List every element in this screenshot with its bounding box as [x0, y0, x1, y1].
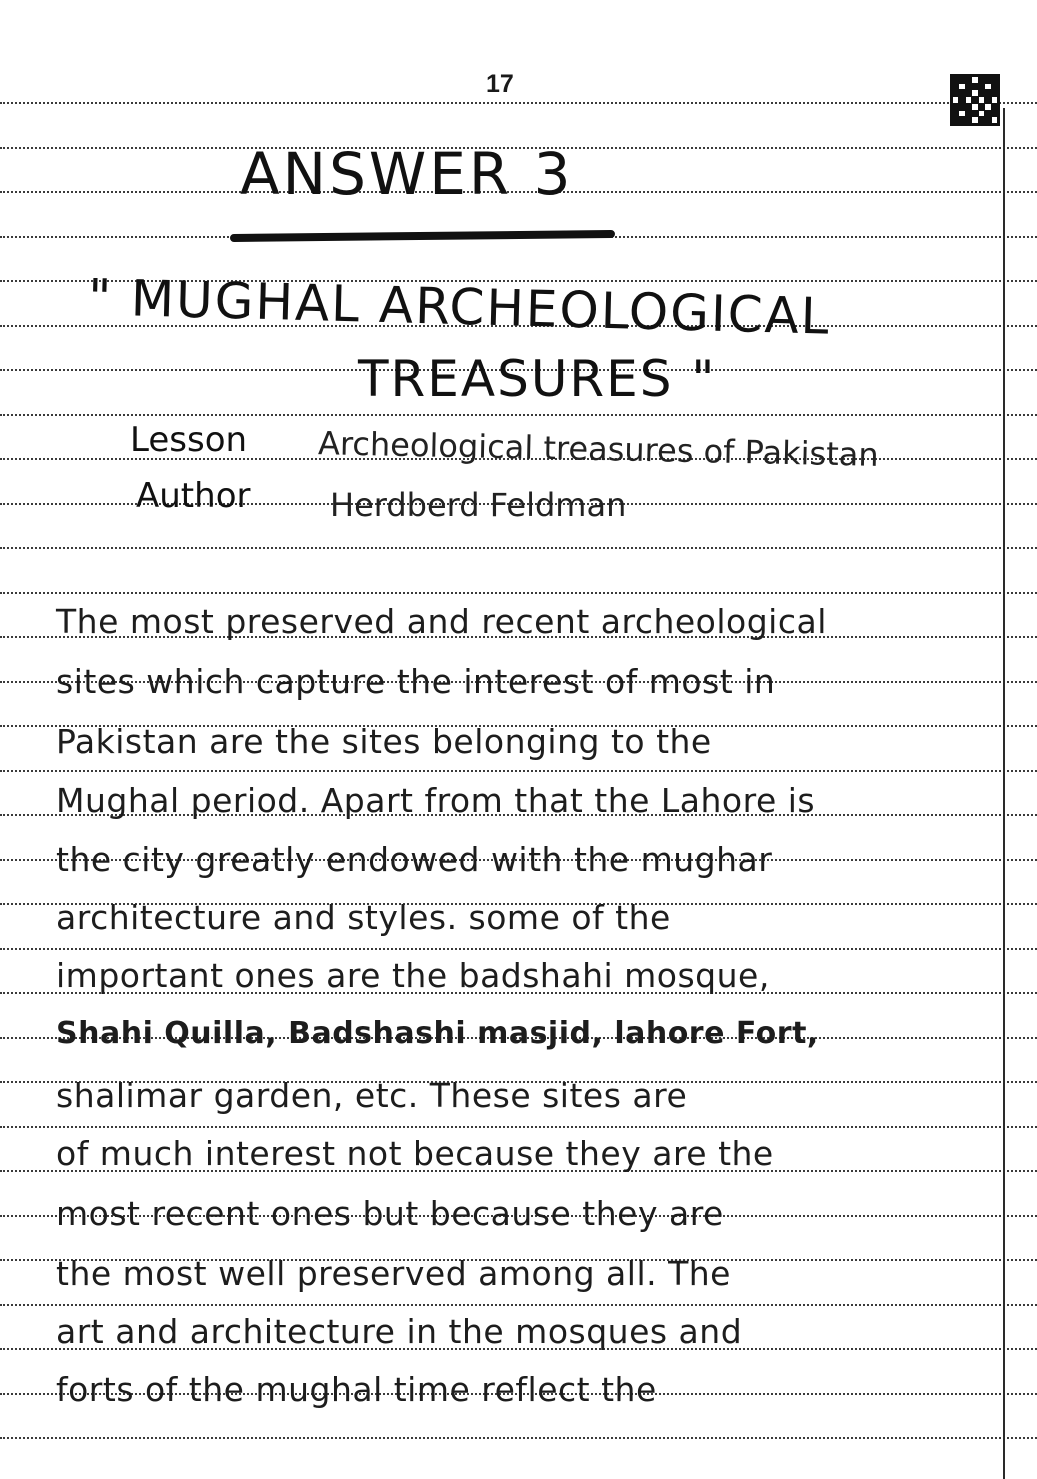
ruled-line [0, 948, 1037, 950]
ruled-line [0, 770, 1037, 772]
paragraph-line: sites which capture the interest of most in [56, 662, 776, 701]
heading-underline [230, 230, 615, 242]
paragraph-line: most recent ones but because they are [56, 1194, 724, 1233]
paragraph-line: important ones are the badshahi mosque, [56, 956, 770, 995]
paragraph-line: shalimar garden, etc. These sites are [56, 1076, 688, 1115]
paragraph-line: of much interest not because they are the [56, 1134, 774, 1173]
ruled-line [0, 547, 1037, 549]
ruled-line [0, 1437, 1037, 1439]
page-number: 17 [486, 70, 514, 98]
ruled-line [0, 414, 1037, 416]
paragraph-line: Mughal period. Apart from that the Lahore is [56, 781, 816, 820]
author-value: Herdberd Feldman [330, 486, 627, 524]
paragraph-line: Pakistan are the sites belonging to the [56, 722, 712, 761]
paragraph-line: forts of the mughal time reflect the [56, 1370, 657, 1409]
ruled-line [0, 102, 1037, 104]
paragraph-line: the city greatly endowed with the mughar [56, 840, 773, 879]
margin-line [1003, 108, 1005, 1479]
paragraph-line: architecture and styles. some of the [56, 898, 671, 937]
ruled-line [0, 592, 1037, 594]
paragraph-line: Shahi Quilla, Badshashi masjid, lahore Fort, [56, 1016, 819, 1051]
paragraph-line: The most preserved and recent archeological [56, 602, 827, 641]
qr-code-icon [950, 74, 1000, 126]
lesson-label: Lesson [130, 420, 248, 460]
paragraph-line: the most well preserved among all. The [56, 1254, 731, 1293]
answer-heading: ANSWER 3 [240, 140, 574, 208]
lesson-value: Archeological treasures of Pakistan [317, 424, 880, 474]
ruled-line [0, 1304, 1037, 1306]
title-line-2: TREASURES " [358, 350, 717, 408]
paragraph-line: art and architecture in the mosques and [56, 1312, 743, 1351]
ruled-line [0, 1126, 1037, 1128]
author-label: Author [136, 476, 251, 516]
title-line-1: " MUGHAL ARCHEOLOGICAL [87, 268, 832, 346]
